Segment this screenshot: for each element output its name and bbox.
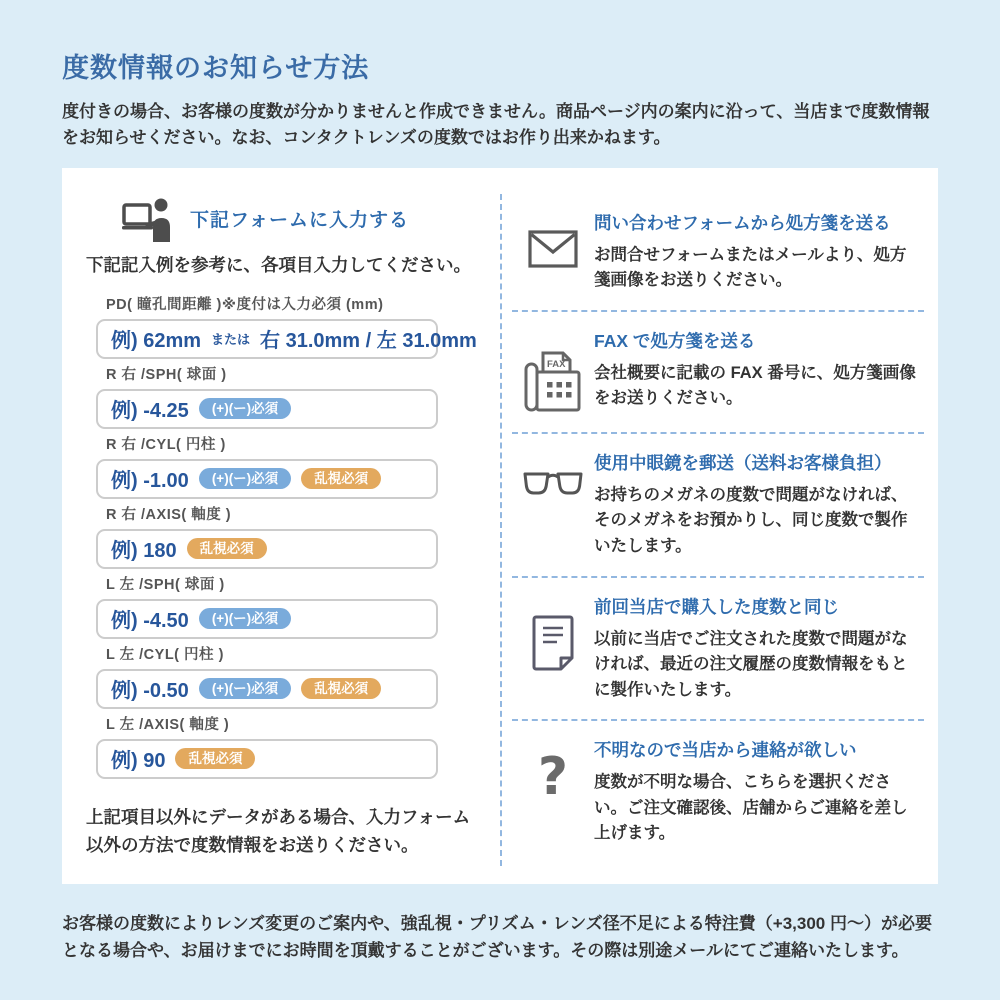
field-label: PD( 瞳孔間距離 )※度付は入力必須 (mm) bbox=[106, 296, 384, 313]
form-field-r-sph bbox=[96, 363, 480, 429]
field-label: L 左 /SPH( 球面 ) bbox=[106, 576, 225, 593]
form-field-r-cyl bbox=[96, 433, 480, 499]
field-label: R 右 /AXIS( 軸度 ) bbox=[106, 506, 232, 523]
field-label: L 左 /CYL( 円柱 ) bbox=[106, 646, 224, 663]
plus-minus-required-badge: (+)(ー)必須 bbox=[199, 468, 291, 490]
plus-minus-required-badge: (+)(ー)必須 bbox=[199, 678, 291, 700]
form-method-header bbox=[122, 196, 480, 242]
method-heading: 問い合わせフォームから処方箋を送る bbox=[594, 212, 891, 233]
document-icon bbox=[512, 592, 594, 704]
method-previous-order bbox=[512, 578, 924, 722]
methods-card bbox=[62, 168, 938, 884]
footer-notice: お客様の度数によりレンズ変更のご案内や、強乱視・プリズム・レンズ径不足による特注費（+3,300 円～）が必要となる場合や、お届けまでにお時間を頂戴することがございます。その際は別途メールにてご連絡いたします。 bbox=[62, 913, 932, 960]
method-body: 会社概要に記載の FAX 番号に、処方箋画像をお送りください。 bbox=[594, 363, 916, 408]
form-method-heading: 下記フォームに入力する bbox=[190, 210, 410, 232]
form-extra-note: 上記項目以外にデータがある場合、入力フォーム以外の方法で度数情報をお送りください。 bbox=[86, 806, 471, 855]
astigmatism-required-badge: 乱視必須 bbox=[301, 678, 381, 700]
example-input-box bbox=[96, 739, 438, 779]
fax-icon bbox=[512, 326, 594, 416]
example-input-box bbox=[96, 389, 438, 429]
method-body: お持ちのメガネの度数で問題がなければ、そのメガネをお預かりし、同じ度数で製作いたします。 bbox=[594, 485, 908, 555]
example-input-box bbox=[96, 599, 438, 639]
svg-text:FAX: FAX bbox=[547, 358, 566, 370]
example-value: 例) -0.50 bbox=[111, 680, 189, 703]
example-value: 例) 62mm bbox=[111, 330, 202, 353]
method-body: 以前に当店でご注文された度数で問題がなければ、最近の注文履歴の度数情報をもとに製作いたします。 bbox=[594, 629, 908, 699]
form-field-l-cyl bbox=[96, 643, 480, 709]
astigmatism-required-badge: 乱視必須 bbox=[301, 468, 381, 490]
field-label: R 右 /SPH( 球面 ) bbox=[106, 366, 227, 383]
form-instruction: 下記記入例を参考に、各項目入力してください。 bbox=[86, 254, 471, 275]
glasses-icon bbox=[512, 448, 594, 560]
intro-paragraph: 度付きの場合、お客様の度数が分かりませんと作成できません。商品ページ内の案内に沿って、当店まで度数情報をお知らせください。なお、コンタクトレンズの度数ではお作り出来かねます。 bbox=[62, 102, 930, 148]
example-value: 右 31.0mm / 左 31.0mm bbox=[260, 330, 477, 353]
method-text bbox=[594, 326, 924, 416]
method-heading: FAX で処方箋を送る bbox=[594, 330, 756, 351]
method-text bbox=[594, 735, 924, 847]
example-value: 例) -1.00 bbox=[111, 470, 189, 493]
example-value: 例) -4.50 bbox=[111, 610, 189, 633]
method-text bbox=[594, 592, 924, 704]
field-label: R 右 /CYL( 円柱 ) bbox=[106, 436, 226, 453]
form-field-r-axis bbox=[96, 503, 480, 569]
method-mail-glasses bbox=[512, 434, 924, 578]
method-heading: 使用中眼鏡を郵送（送料お客様負担） bbox=[594, 452, 892, 473]
method-heading: 前回当店で購入した度数と同じ bbox=[594, 596, 839, 617]
example-input-box bbox=[96, 669, 438, 709]
astigmatism-required-badge: 乱視必須 bbox=[187, 538, 267, 560]
method-heading: 不明なので当店から連絡が欲しい bbox=[594, 740, 857, 761]
method-body: お問合せフォームまたはメールより、処方箋画像をお送りください。 bbox=[594, 245, 907, 290]
alternative-methods-column bbox=[500, 194, 938, 866]
plus-minus-required-badge: (+)(ー)必須 bbox=[199, 398, 291, 420]
method-text bbox=[594, 208, 924, 294]
method-contact-form bbox=[512, 194, 924, 312]
field-label: L 左 /AXIS( 軸度 ) bbox=[106, 716, 230, 733]
method-body: 度数が不明な場合、こちらを選択ください。ご注文確認後、店舗からご連絡を差し上げます。 bbox=[594, 773, 908, 843]
method-text bbox=[594, 448, 924, 560]
form-field-pd bbox=[96, 293, 480, 359]
form-example-column bbox=[62, 194, 500, 866]
page-title: 度数情報のお知らせ方法 bbox=[62, 53, 370, 83]
example-input-box bbox=[96, 459, 438, 499]
example-value: 例) 90 bbox=[111, 750, 166, 773]
envelope-icon bbox=[512, 208, 594, 294]
example-value: 例) 180 bbox=[111, 540, 177, 563]
example-input-box bbox=[96, 319, 477, 359]
question-mark-icon: ? bbox=[537, 747, 569, 808]
form-field-l-sph bbox=[96, 573, 480, 639]
example-value: 例) -4.25 bbox=[111, 400, 189, 423]
plus-minus-required-badge: (+)(ー)必須 bbox=[199, 608, 291, 630]
person-at-computer-icon bbox=[122, 196, 174, 242]
astigmatism-required-badge: 乱視必須 bbox=[175, 748, 255, 770]
example-input-box bbox=[96, 529, 438, 569]
method-unknown-contact bbox=[512, 721, 924, 863]
example-connector: または bbox=[211, 332, 251, 348]
method-fax bbox=[512, 312, 924, 434]
form-field-l-axis bbox=[96, 713, 480, 779]
